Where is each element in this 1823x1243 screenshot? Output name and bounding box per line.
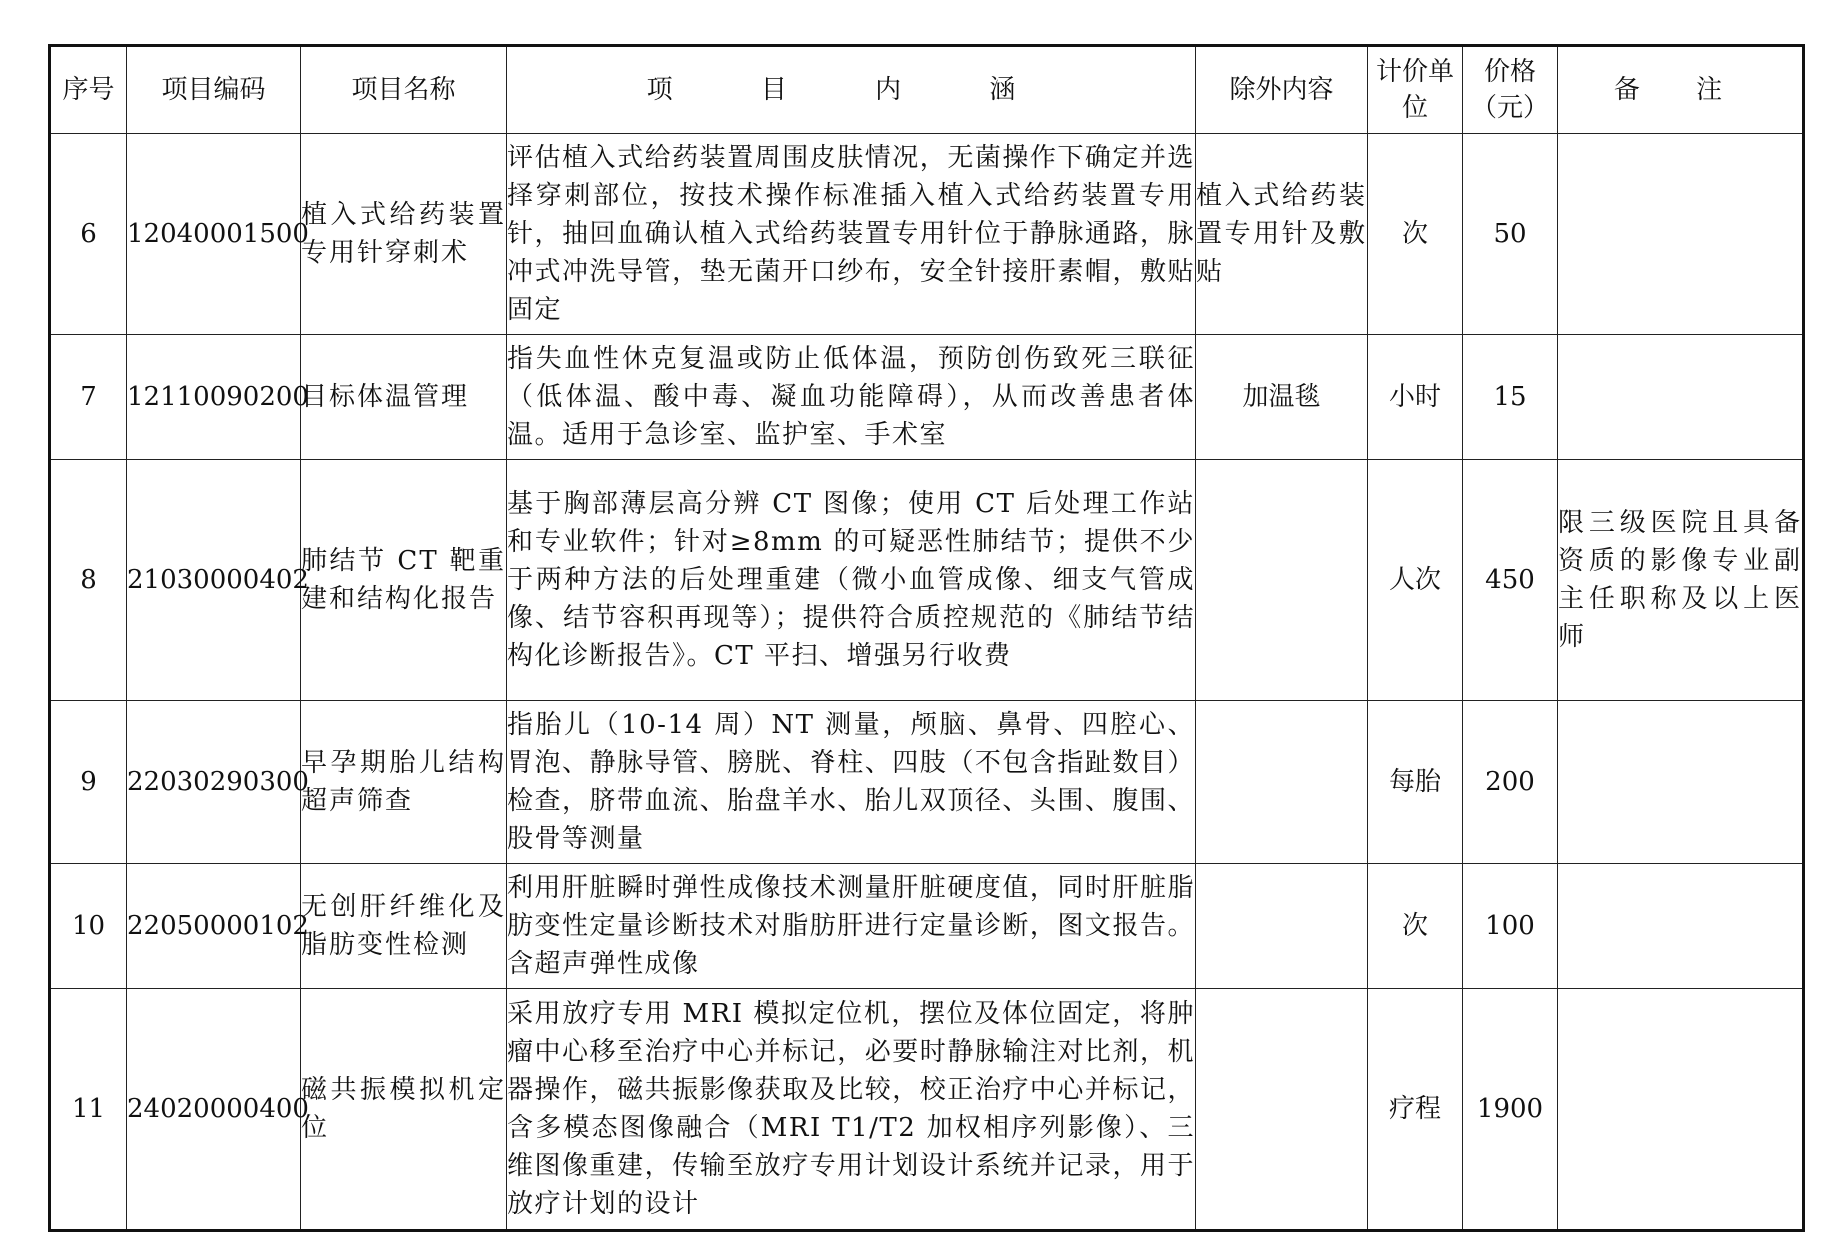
header-code: 项目编码 <box>127 46 301 134</box>
header-name: 项目名称 <box>301 46 507 134</box>
table-row <box>50 989 1804 1231</box>
row-code: 12110090200 <box>127 335 301 460</box>
row-price: 1900 <box>1463 989 1558 1231</box>
row-content: 评估植入式给药装置周围皮肤情况，无菌操作下确定并选择穿刺部位，按技术操作标准插入植入式给药装置专用针，抽回血确认植入式给药装置专用针位于静脉通路，脉冲式冲洗导管，垫无菌开口纱布，安全针接肝素帽，敷贴固定 <box>507 134 1196 335</box>
row-no: 7 <box>50 335 127 460</box>
row-name: 肺结节 CT 靶重建和结构化报告 <box>301 460 507 701</box>
row-content: 采用放疗专用 MRI 模拟定位机，摆位及体位固定，将肿瘤中心移至治疗中心并标记，必要时静脉输注对比剂，机器操作，磁共振影像获取及比较，校正治疗中心并标记，含多模态图像融合（MRI T1/T2 加权相序列影像）、三维图像重建，传输至放疗专用计划设计系统并记录，用于放疗计划的设计 <box>507 989 1196 1231</box>
row-code: 24020000400 <box>127 989 301 1231</box>
row-unit: 次 <box>1368 134 1463 335</box>
row-code: 12040001500 <box>127 134 301 335</box>
row-excluded <box>1196 864 1368 989</box>
table-row <box>50 701 1804 864</box>
row-no: 10 <box>50 864 127 989</box>
row-price: 15 <box>1463 335 1558 460</box>
medical-service-price-table <box>48 44 1805 1232</box>
row-remark <box>1558 335 1804 460</box>
row-price: 100 <box>1463 864 1558 989</box>
row-excluded <box>1196 460 1368 701</box>
table-row <box>50 335 1804 460</box>
table-row <box>50 864 1804 989</box>
header-remark: 备 注 <box>1558 46 1804 134</box>
row-price: 50 <box>1463 134 1558 335</box>
row-excluded <box>1196 701 1368 864</box>
row-content: 利用肝脏瞬时弹性成像技术测量肝脏硬度值，同时肝脏脂肪变性定量诊断技术对脂肪肝进行定量诊断，图文报告。含超声弹性成像 <box>507 864 1196 989</box>
row-price: 450 <box>1463 460 1558 701</box>
price-table-container <box>48 44 1802 1232</box>
row-code: 22030290300 <box>127 701 301 864</box>
row-name: 磁共振模拟机定位 <box>301 989 507 1231</box>
row-content: 指失血性休克复温或防止低体温，预防创伤致死三联征（低体温、酸中毒、凝血功能障碍），从而改善患者体温。适用于急诊室、监护室、手术室 <box>507 335 1196 460</box>
row-remark <box>1558 701 1804 864</box>
table-row <box>50 134 1804 335</box>
row-unit: 次 <box>1368 864 1463 989</box>
row-content: 指胎儿（10-14 周）NT 测量，颅脑、鼻骨、四腔心、胃泡、静脉导管、膀胱、脊柱、四肢（不包含指趾数目）检查，脐带血流、胎盘羊水、胎儿双顶径、头围、腹围、股骨等测量 <box>507 701 1196 864</box>
row-no: 9 <box>50 701 127 864</box>
row-excluded <box>1196 989 1368 1231</box>
row-remark: 限三级医院且具备资质的影像专业副主任职称及以上医师 <box>1558 460 1804 701</box>
row-unit: 人次 <box>1368 460 1463 701</box>
row-excluded: 植入式给药装置专用针及敷贴 <box>1196 134 1368 335</box>
row-name: 无创肝纤维化及脂肪变性检测 <box>301 864 507 989</box>
header-excluded: 除外内容 <box>1196 46 1368 134</box>
row-name: 目标体温管理 <box>301 335 507 460</box>
row-name: 早孕期胎儿结构超声筛查 <box>301 701 507 864</box>
row-content: 基于胸部薄层高分辨 CT 图像；使用 CT 后处理工作站和专业软件；针对≥8mm 的可疑恶性肺结节；提供不少于两种方法的后处理重建（微小血管成像、细支气管成像、结节容积再现等）；提供符合质控规范的《肺结节结构化诊断报告》。CT 平扫、增强另行收费 <box>507 460 1196 701</box>
row-unit: 小时 <box>1368 335 1463 460</box>
row-no: 6 <box>50 134 127 335</box>
header-no: 序号 <box>50 46 127 134</box>
header-price: 价格（元） <box>1463 46 1558 134</box>
row-remark <box>1558 989 1804 1231</box>
header-unit: 计价单位 <box>1368 46 1463 134</box>
row-excluded: 加温毯 <box>1196 335 1368 460</box>
row-unit: 每胎 <box>1368 701 1463 864</box>
row-remark <box>1558 134 1804 335</box>
row-unit: 疗程 <box>1368 989 1463 1231</box>
row-no: 8 <box>50 460 127 701</box>
row-price: 200 <box>1463 701 1558 864</box>
row-code: 21030000402 <box>127 460 301 701</box>
row-code: 22050000102 <box>127 864 301 989</box>
row-no: 11 <box>50 989 127 1231</box>
table-row <box>50 460 1804 701</box>
table-header-row <box>50 46 1804 134</box>
header-content: 项 目 内 涵 <box>507 46 1196 134</box>
row-name: 植入式给药装置专用针穿刺术 <box>301 134 507 335</box>
row-remark <box>1558 864 1804 989</box>
